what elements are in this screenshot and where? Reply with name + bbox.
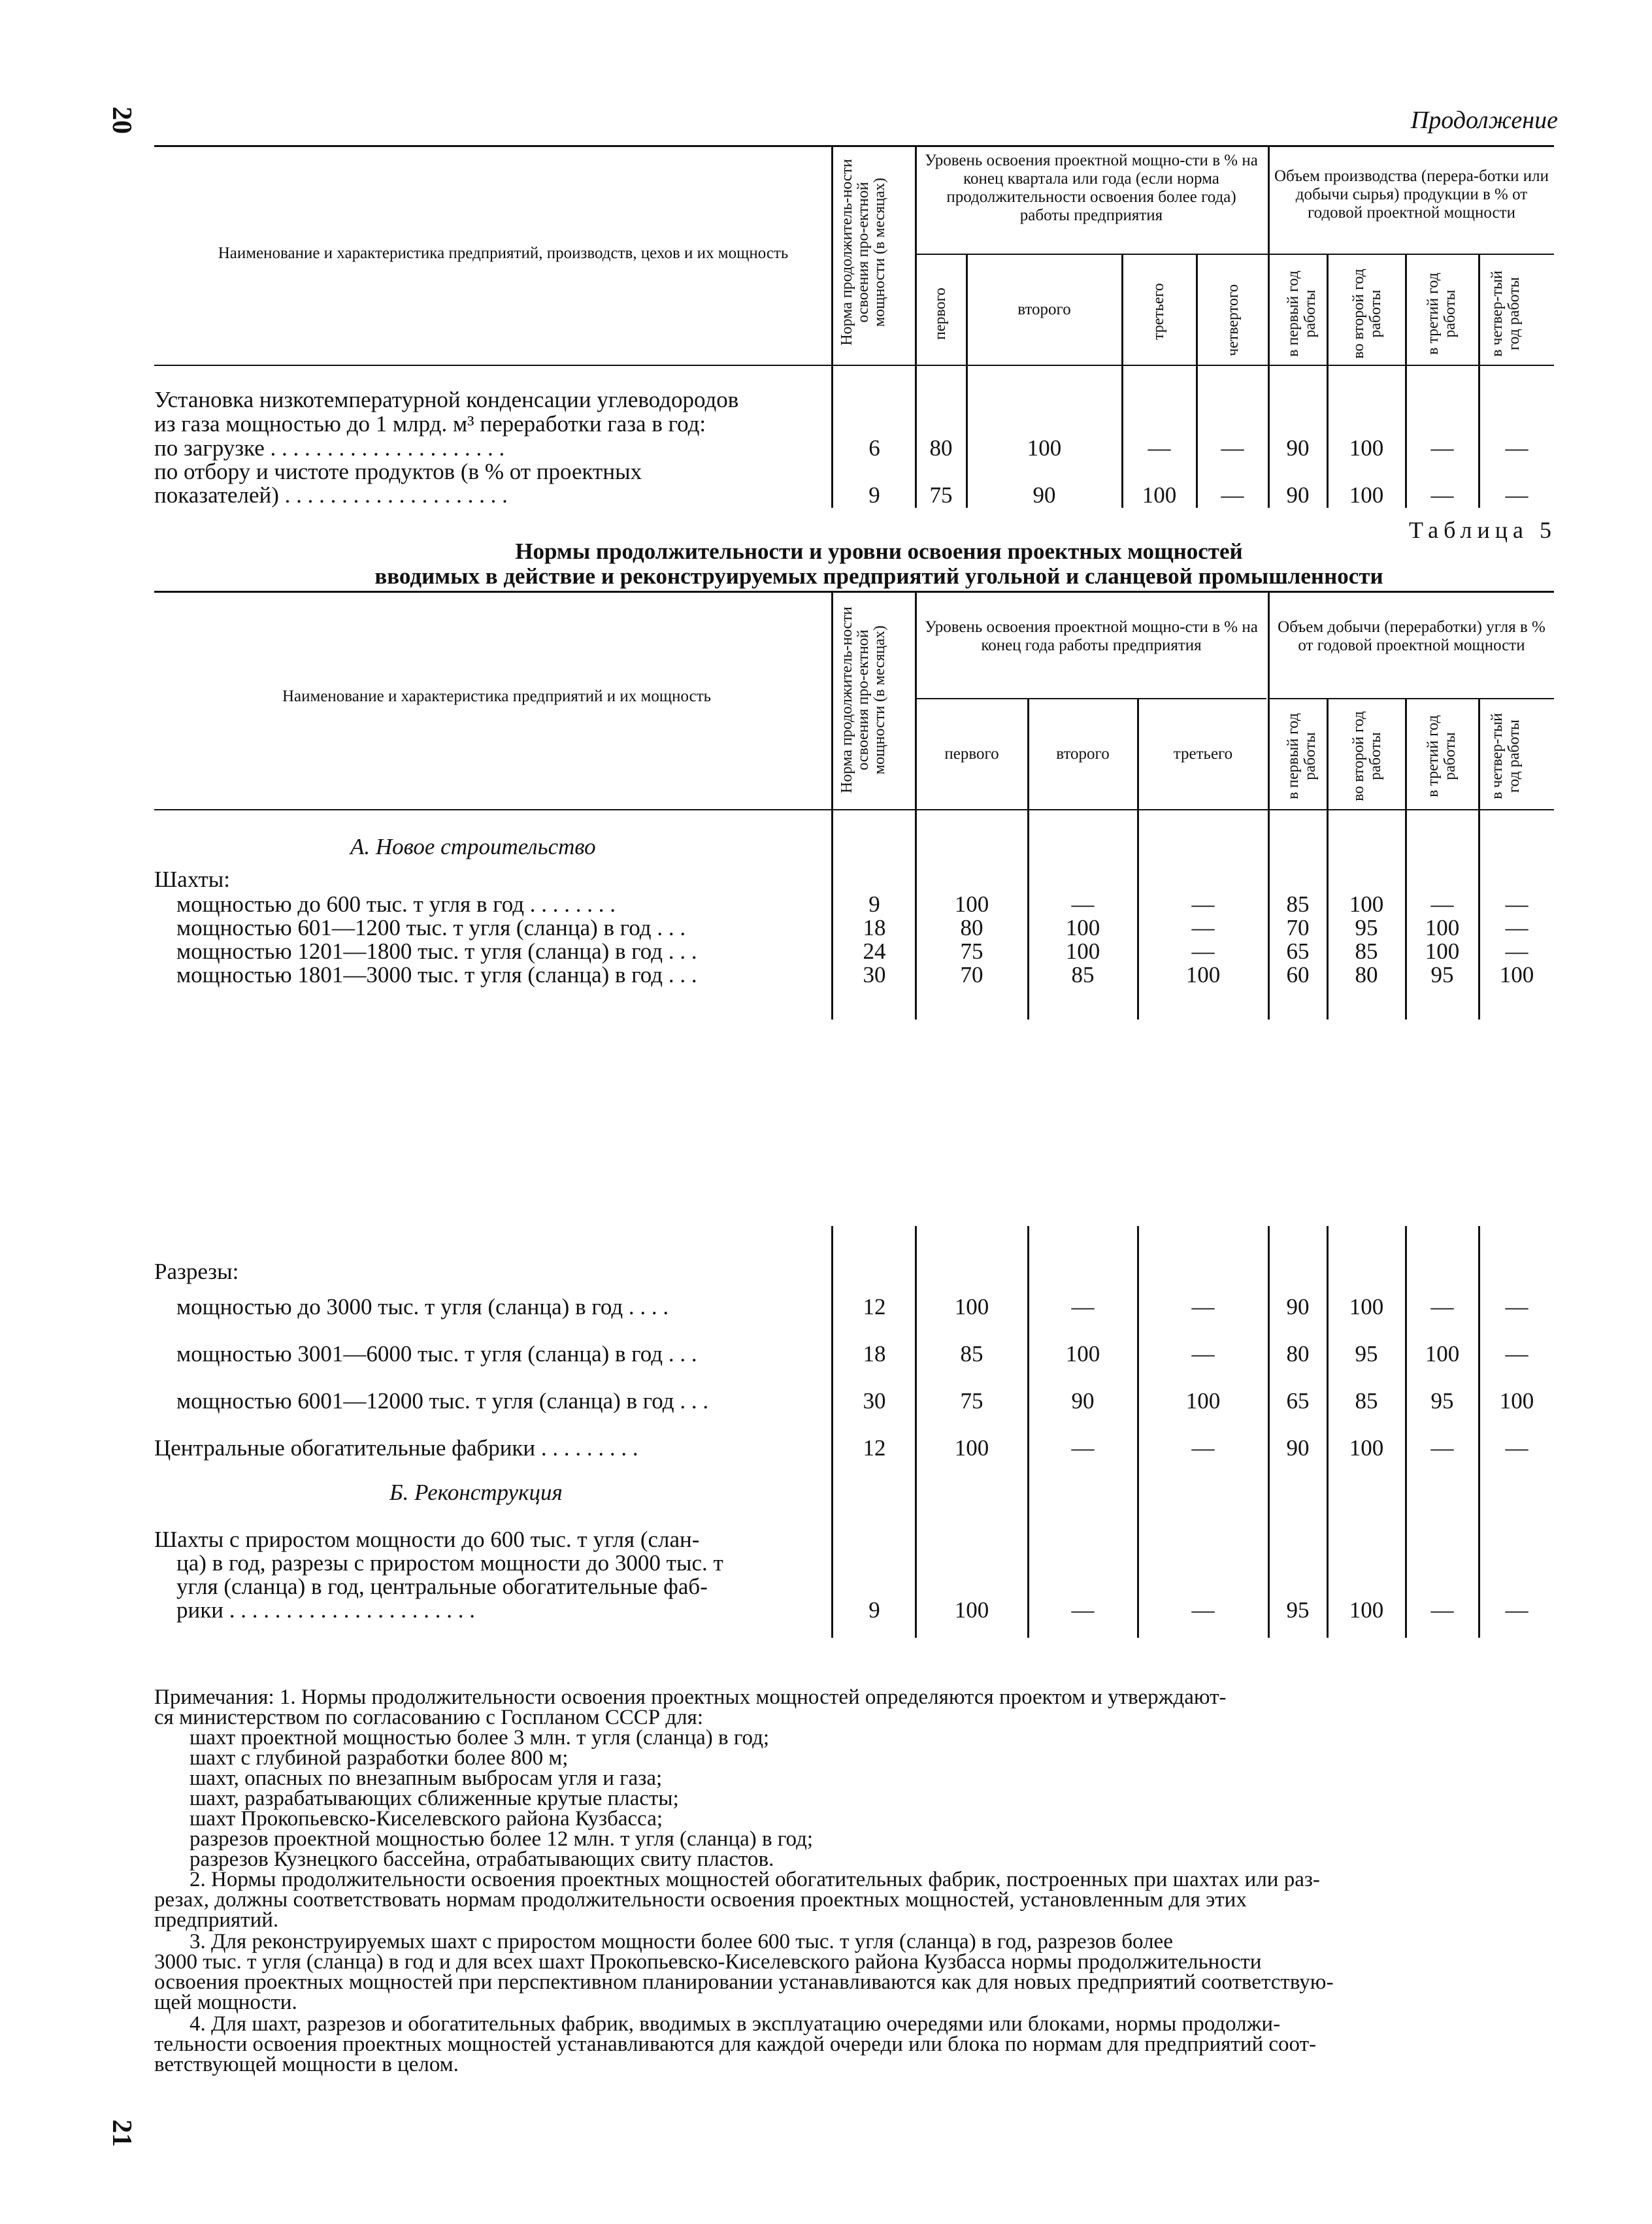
t4-col-q2: второго: [1017, 301, 1071, 318]
continuation-label: Продолжение: [1410, 107, 1558, 134]
t5-col-yr3: третьего: [1173, 745, 1233, 763]
t5-col-yr1: первого: [944, 745, 999, 763]
t4-col-y3: в третий год работы: [1425, 273, 1459, 355]
t4-col-q4: четвертого: [1225, 284, 1242, 356]
table-5-title-2: вводимых в действие и реконструируемых предприятий угольной и сланцевой промышленности: [374, 563, 1383, 589]
t5-col-y3: в третий год работы: [1425, 715, 1459, 797]
t4-header-level: Уровень освоения проектной мощно-сти в % на конец квартала или года (если норма продолжительности освоения более года) работы предприятия: [925, 152, 1258, 224]
t5-header-name: Наименование и характеристика предприятий и их мощность: [282, 688, 712, 705]
t4-header-name: Наименование и характеристика предприятий, производств, цехов и их мощность: [218, 244, 789, 262]
t4-row-title-2: из газа мощностью до 1 млрд. м³ переработки газа в год:: [154, 411, 706, 437]
t5-header-volume: Объем добычи (переработки) угля в % от годовой проектной мощности: [1278, 618, 1545, 654]
table-5-title-1: Нормы продолжительности и уровни освоения проектных мощностей: [515, 539, 1243, 564]
t4-row-title-1: Установка низкотемпературной конденсации углеводородов: [154, 387, 739, 412]
t5-col-y1: в первый год работы: [1285, 713, 1319, 799]
page-number-bottom: 21: [107, 2119, 137, 2147]
t4-header-volume: Объем производства (перера-ботки или добычи сырья) продукции в % от годовой проектной мощности: [1274, 167, 1549, 222]
page-number-top: 20: [107, 107, 137, 134]
t4-col-y4: в четвер-тый год работы: [1489, 271, 1523, 357]
section-a-title: А. Новое строительство: [350, 834, 596, 859]
mines-label: Шахты:: [154, 867, 231, 892]
t5-col-yr2: второго: [1056, 745, 1110, 763]
t4-col-y2: во второй год работы: [1350, 269, 1384, 359]
section-b-title: Б. Реконструкция: [389, 1480, 563, 1505]
t5-header-level: Уровень освоения проектной мощно-сти в % на конец года работы предприятия: [925, 618, 1258, 654]
table-5-caption: Таблица 5: [1409, 517, 1557, 543]
t5-col-y4: в четвер-тый год работы: [1489, 713, 1523, 799]
t4-col-q1: первого: [932, 288, 949, 340]
t4-header-norm: Норма продолжитель-ности освоения про-ектной мощности (в месяцах): [838, 159, 888, 346]
t4-col-q3: третьего: [1150, 283, 1167, 340]
pits-label: Разрезы:: [154, 1259, 239, 1284]
t5-header-norm: Норма продолжитель-ности освоения про-ектной мощности (в месяцах): [838, 606, 888, 793]
t4-col-y1: в первый год работы: [1285, 271, 1319, 357]
t5-col-y2: во второй год работы: [1350, 711, 1384, 801]
